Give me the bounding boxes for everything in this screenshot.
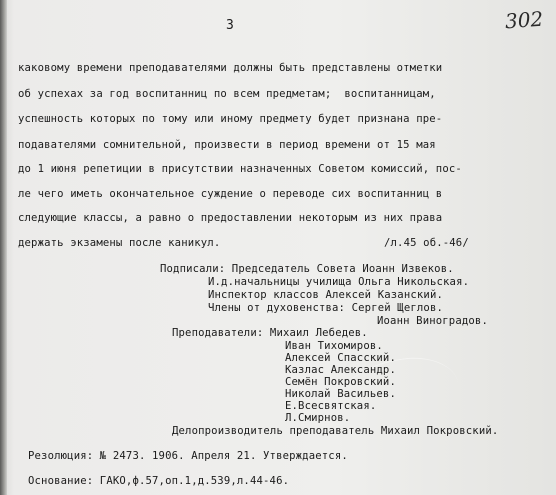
archival-basis-line: Основание: ГАКО,ф.57,оп.1,д.539,л.44-46. [28,475,290,487]
signature-teacher-3: Алексей Спасский. [285,352,396,364]
body-line-4: подавателями сомнительной, произвести в период времени от 15 мая [18,139,436,151]
body-line-5: до 1 июня репетиции в присутствии назначенных Советом комиссий, пос- [18,163,462,175]
signature-inspector: Инспектор классов Алексей Казанский. [208,289,444,301]
page-number: 3 [226,18,234,33]
signature-chairman: Подписали: Председатель Совета Иоанн Извеков. [160,263,454,275]
signature-teacher-8: Л.Смирнов. [285,412,351,424]
resolution-line: Резолюция: № 2473. 1906. Апреля 21. Утверждается. [28,450,348,462]
body-line-3: успешность которых по тому или иному предмету будет признана пре- [18,113,443,125]
body-line-6: ле чего иметь окончательное суждение о переводе сих воспитанниц в [18,188,443,200]
body-line-1: каковому времени преподавателями должны быть представлены отметки [18,62,443,74]
body-line-8: держать экзамены после каникул. [18,237,221,249]
body-line-7: следующие классы, а равно о предоставлении некоторым из них права [18,212,443,224]
signature-acting-head: И.д.начальницы училища Ольга Никольская. [208,276,470,288]
signature-clerk: Делопроизводитель преподаватель Михаил Покровский. [172,425,499,437]
signature-clergy-2: Иоанн Виноградов. [377,315,488,327]
signature-teacher-6: Николай Васильев. [285,388,396,400]
signature-teacher-4: Казлас Александр. [285,364,396,376]
signature-clergy-1: Члены от духовенства: Сергей Щеглов. [208,302,444,314]
archive-folio-number: 302 [504,6,544,34]
signature-teacher-1: Преподаватели: Михаил Лебедев. [172,327,368,339]
body-line-2: об успехах за год воспитанниц по всем предметам; воспитанницам, [18,88,436,100]
binding-edge [0,0,7,495]
signature-teacher-7: Е.Всесвятская. [285,400,377,412]
signature-teacher-2: Иван Тихомиров. [285,340,383,352]
sheet-reference: /л.45 об.-46/ [384,237,469,249]
signature-teacher-5: Семён Покровский. [285,376,396,388]
